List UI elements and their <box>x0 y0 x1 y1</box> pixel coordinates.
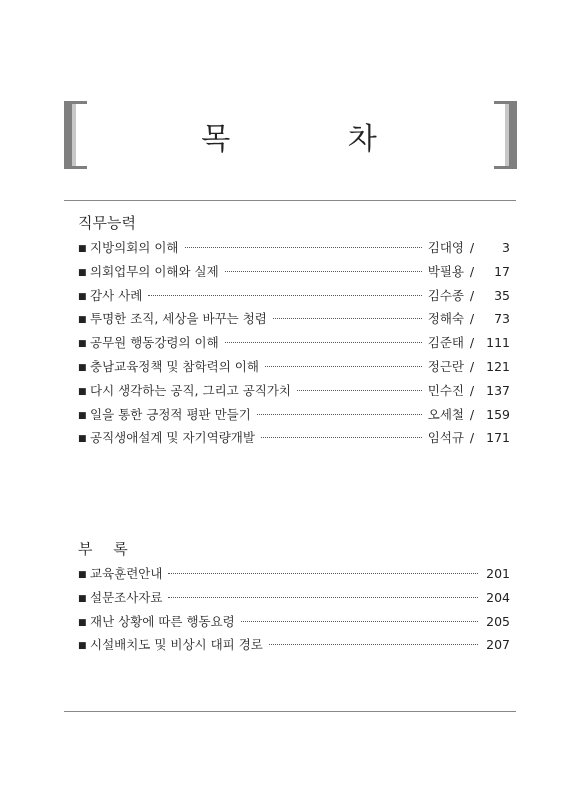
toc-entry-page: 3 <box>502 240 510 255</box>
toc-entry[interactable] <box>78 588 510 612</box>
toc-entry-page: 111 <box>486 335 510 351</box>
separator: / <box>469 240 475 255</box>
toc-entry[interactable] <box>78 405 510 429</box>
toc-entry-title: 일을 통한 긍정적 평판 만들기 <box>90 406 251 422</box>
toc-entry-title: 교육훈련안내 <box>90 566 163 581</box>
toc-entry-page: 35 <box>494 287 510 303</box>
toc-entry-page: 17 <box>494 263 510 279</box>
toc-entry-page: 159 <box>486 406 510 422</box>
bottom-divider <box>64 711 516 712</box>
toc-entry[interactable] <box>78 262 510 286</box>
separator: / <box>469 287 475 303</box>
bullet-icon: ■ <box>78 244 87 254</box>
page-title: 목 차 <box>201 122 431 157</box>
bullet-icon: ■ <box>78 434 87 445</box>
toc-entry-page: 205 <box>486 613 510 629</box>
separator: / <box>469 311 475 327</box>
toc-entry-page: 171 <box>486 430 510 446</box>
dot-leader <box>297 390 422 391</box>
section-heading-competency: 직무능력 <box>78 214 136 232</box>
toc-entry-title: 지방의회의 이해 <box>90 240 179 255</box>
dot-leader <box>168 597 478 598</box>
separator: / <box>469 358 475 374</box>
bullet-icon: ■ <box>78 593 87 604</box>
toc-entry[interactable] <box>78 564 510 588</box>
separator: / <box>469 406 475 422</box>
separator: / <box>469 430 475 446</box>
bullet-icon: ■ <box>78 617 87 628</box>
separator: / <box>469 335 475 351</box>
dot-leader <box>265 366 422 367</box>
toc-entry-title: 투명한 조직, 세상을 바꾸는 청렴 <box>90 311 267 327</box>
toc-entry[interactable] <box>78 357 510 381</box>
dot-leader <box>273 318 422 319</box>
toc-entry-title: 충남교육정책 및 참학력의 이해 <box>90 358 259 374</box>
top-divider <box>64 200 516 201</box>
bullet-icon: ■ <box>78 410 87 421</box>
toc-entry-author: 김수종 <box>427 287 464 303</box>
toc-entry-title: 시설배치도 및 비상시 대피 경로 <box>90 637 263 653</box>
dot-leader <box>261 437 422 438</box>
dot-leader <box>225 271 422 272</box>
toc-list-competency <box>78 238 510 452</box>
dot-leader <box>185 247 422 248</box>
dot-leader <box>241 621 478 622</box>
toc-entry-author: 오세철 <box>427 406 464 422</box>
toc-entry[interactable] <box>78 381 510 405</box>
toc-list-appendix <box>78 564 510 659</box>
bullet-icon: ■ <box>78 267 87 278</box>
toc-entry-author: 정근란 <box>427 358 464 374</box>
toc-entry-author: 김대영 <box>427 240 464 255</box>
toc-entry-title: 의회업무의 이해와 실제 <box>90 263 219 279</box>
dot-leader <box>257 414 422 415</box>
toc-entry[interactable] <box>78 238 510 262</box>
dot-leader <box>168 573 478 574</box>
toc-entry-title: 재난 상황에 따른 행동요령 <box>90 613 235 629</box>
section-heading-appendix: 부 록 <box>78 540 136 558</box>
separator: / <box>469 263 475 279</box>
bullet-icon: ■ <box>78 339 87 350</box>
bullet-icon: ■ <box>78 315 87 326</box>
toc-entry-author: 임석규 <box>427 430 464 446</box>
bullet-icon: ■ <box>78 570 87 580</box>
toc-entry-page: 201 <box>486 566 510 581</box>
toc-entry[interactable] <box>78 635 510 659</box>
bullet-icon: ■ <box>78 641 87 652</box>
toc-entry-title: 공무원 행동강령의 이해 <box>90 335 219 351</box>
toc-entry-page: 137 <box>486 382 510 398</box>
toc-entry-page: 204 <box>486 589 510 605</box>
toc-entry-author: 박필용 <box>427 263 464 279</box>
separator: / <box>469 382 475 398</box>
toc-entry-title: 다시 생각하는 공직, 그리고 공직가치 <box>90 382 291 398</box>
dot-leader <box>225 342 422 343</box>
toc-entry-title: 공직생애설계 및 자기역량개발 <box>90 430 255 446</box>
toc-entry[interactable] <box>78 612 510 636</box>
toc-entry[interactable] <box>78 333 510 357</box>
dot-leader <box>269 644 478 645</box>
bullet-icon: ■ <box>78 362 87 373</box>
toc-entry[interactable] <box>78 286 510 310</box>
dot-leader <box>148 295 421 296</box>
toc-entry-page: 73 <box>494 311 510 327</box>
toc-entry-author: 민수진 <box>427 382 464 398</box>
bullet-icon: ■ <box>78 291 87 302</box>
toc-entry[interactable] <box>78 428 510 452</box>
bullet-icon: ■ <box>78 386 87 397</box>
toc-entry-title: 설문조사자료 <box>90 589 163 605</box>
toc-entry-title: 감사 사례 <box>90 287 143 303</box>
toc-entry-page: 207 <box>486 637 510 653</box>
toc-entry-author: 김준태 <box>427 335 464 351</box>
toc-entry-page: 121 <box>486 358 510 374</box>
toc-entry[interactable] <box>78 309 510 333</box>
toc-entry-author: 정해숙 <box>427 311 464 327</box>
